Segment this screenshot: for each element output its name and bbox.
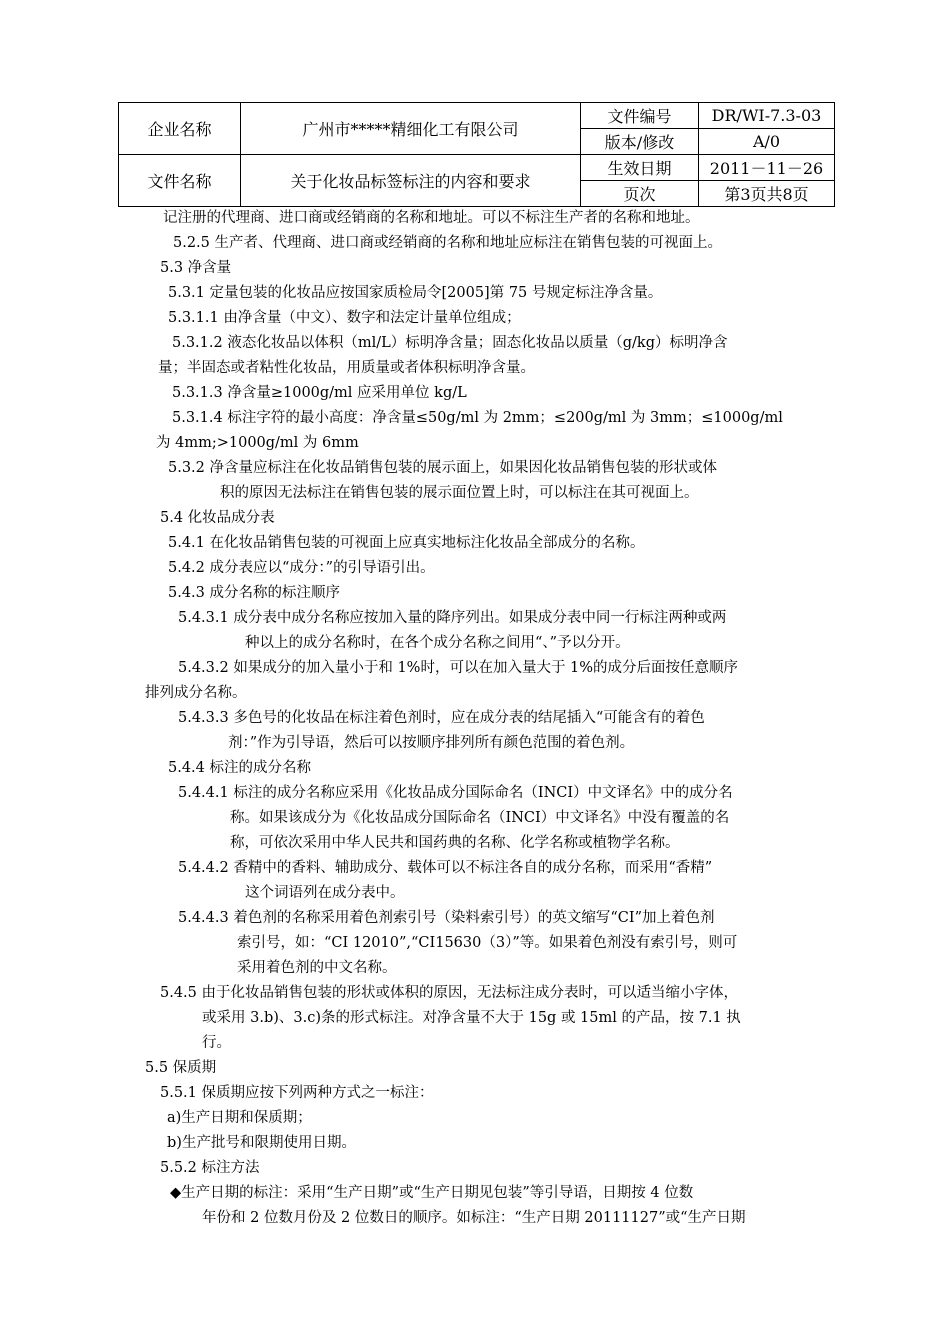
file-name: 关于化妆品标签标注的内容和要求 bbox=[241, 155, 581, 207]
text-line: 量；半固态或者粘性化妆品，用质量或者体积标明净含量。 bbox=[158, 360, 535, 376]
section-heading: 5.5 保质期 bbox=[145, 1060, 217, 1076]
text-line: 种以上的成分名称时，在各个成分名称之间用“、”予以分开。 bbox=[245, 635, 630, 651]
page-number: 第3页共8页 bbox=[699, 181, 835, 207]
company-name: 广州市*****精细化工有限公司 bbox=[241, 103, 581, 155]
text-line: 5.3.1.1 由净含量（中文）、数字和法定计量单位组成； bbox=[168, 310, 521, 326]
list-item: b)生产批号和限期使用日期。 bbox=[167, 1135, 356, 1151]
text-line: 记注册的代理商、进口商或经销商的名称和地址。可以不标注生产者的名称和地址。 bbox=[163, 210, 700, 226]
company-label: 企业名称 bbox=[119, 103, 241, 155]
text-line: 剂：”作为引导语，然后可以按顺序排列所有颜色范围的着色剂。 bbox=[228, 735, 635, 751]
text-line: 5.4.4 标注的成分名称 bbox=[168, 760, 312, 776]
text-line: 5.4.3.2 如果成分的加入量小于和 1%时，可以在加入量大于 1%的成分后面按任意顺序 bbox=[178, 660, 739, 676]
page-label: 页次 bbox=[581, 181, 699, 207]
text-line: 5.3.1.3 净含量≥1000g/ml 应采用单位 kg/L bbox=[172, 385, 467, 401]
text-line: 这个词语列在成分表中。 bbox=[245, 885, 405, 901]
doc-no-label: 文件编号 bbox=[581, 103, 699, 129]
bullet-item: ◆生产日期的标注：采用“生产日期”或“生产日期见包装”等引导语，日期按 4 位数 bbox=[170, 1185, 694, 1201]
text-line: 5.4.1 在化妆品销售包装的可视面上应真实地标注化妆品全部成分的名称。 bbox=[168, 535, 645, 551]
version-label: 版本/修改 bbox=[581, 129, 699, 155]
text-line: 排列成分名称。 bbox=[145, 685, 247, 701]
text-line: 5.3.1.2 液态化妆品以体积（ml/L）标明净含量；固态化妆品以质量（g/kg）标明净含 bbox=[172, 335, 728, 351]
text-line: 5.4.4.2 香精中的香料、辅助成分、载体可以不标注各自的成分名称，而采用“香精” bbox=[178, 860, 713, 876]
effective-date-label: 生效日期 bbox=[581, 155, 699, 181]
text-line: 称，可依次采用中华人民共和国药典的名称、化学名称或植物学名称。 bbox=[230, 835, 680, 851]
text-line: 5.3.1.4 标注字符的最小高度：净含量≤50g/ml 为 2mm；≤200g/ml 为 3mm；≤1000g/ml bbox=[172, 410, 783, 426]
text-line: 索引号，如：“CI 12010”,“CI15630（3）”等。如果着色剂没有索引号，则可 bbox=[237, 935, 738, 951]
text-line: 为 4mm;>1000g/ml 为 6mm bbox=[156, 435, 359, 451]
section-heading: 5.3 净含量 bbox=[160, 260, 232, 276]
text-line: 或采用 3.b)、3.c)条的形式标注。对净含量不大于 15g 或 15ml 的产品，按 7.1 执 bbox=[202, 1010, 741, 1026]
document-body bbox=[145, 206, 810, 1231]
text-line: 5.4.4.3 着色剂的名称采用着色剂索引号（染料索引号）的英文缩写“CI”加上着色剂 bbox=[178, 910, 715, 926]
section-heading: 5.4 化妆品成分表 bbox=[160, 510, 275, 526]
text-line: 5.4.5 由于化妆品销售包装的形状或体积的原因，无法标注成分表时，可以适当缩小字体， bbox=[160, 985, 738, 1001]
text-line: 采用着色剂的中文名称。 bbox=[237, 960, 397, 976]
text-line: 5.5.2 标注方法 bbox=[160, 1160, 260, 1176]
document-header-table bbox=[118, 102, 835, 207]
effective-date: 2011－11－26 bbox=[699, 155, 835, 181]
list-item: a)生产日期和保质期； bbox=[167, 1110, 312, 1126]
file-name-label: 文件名称 bbox=[119, 155, 241, 207]
text-line: 5.3.1 定量包装的化妆品应按国家质检局令[2005]第 75 号规定标注净含量。 bbox=[168, 285, 663, 301]
text-line: 年份和 2 位数月份及 2 位数日的顺序。如标注：“生产日期 20111127”或“生产日期 bbox=[202, 1210, 746, 1226]
text-line: 5.4.4.1 标注的成分名称应采用《化妆品成分国际命名（INCI）中文译名》中的成分名 bbox=[178, 785, 733, 801]
version: A/0 bbox=[699, 129, 835, 155]
text-line: 5.4.3.3 多色号的化妆品在标注着色剂时，应在成分表的结尾插入“可能含有的着色 bbox=[178, 710, 705, 726]
text-line: 5.4.2 成分表应以“成分：”的引导语引出。 bbox=[168, 560, 435, 576]
text-line: 5.5.1 保质期应按下列两种方式之一标注： bbox=[160, 1085, 434, 1101]
doc-no: DR/WI-7.3-03 bbox=[699, 103, 835, 129]
text-line: 5.4.3.1 成分表中成分名称应按加入量的降序列出。如果成分表中同一行标注两种或两 bbox=[178, 610, 727, 626]
text-line: 积的原因无法标注在销售包装的展示面位置上时，可以标注在其可视面上。 bbox=[220, 485, 699, 501]
text-line: 5.2.5 生产者、代理商、进口商或经销商的名称和地址应标注在销售包装的可视面上。 bbox=[173, 235, 723, 251]
text-line: 称。如果该成分为《化妆品成分国际命名（INCI）中文译名》中没有覆盖的名 bbox=[230, 810, 730, 826]
text-line: 行。 bbox=[202, 1035, 231, 1051]
text-line: 5.3.2 净含量应标注在化妆品销售包装的展示面上，如果因化妆品销售包装的形状或体 bbox=[168, 460, 718, 476]
text-line: 5.4.3 成分名称的标注顺序 bbox=[168, 585, 341, 601]
